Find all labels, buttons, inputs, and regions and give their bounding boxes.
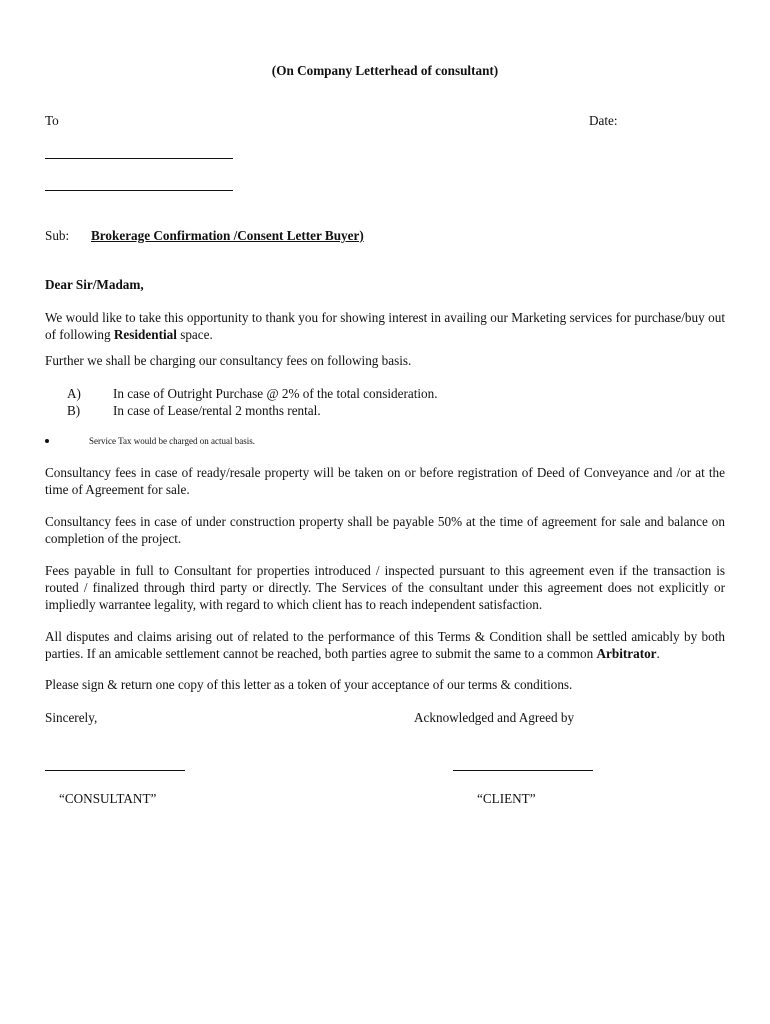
intro-paragraph — [45, 309, 725, 343]
fee-item-marker-a: A) — [67, 386, 81, 401]
fee-item-text-b: In case of Lease/rental 2 months rental. — [113, 403, 321, 418]
sign-request: Please sign & return one copy of this letter as a token of your acceptance of our terms & conditions. — [45, 677, 573, 692]
address-line-1 — [45, 158, 233, 159]
para-payable-full: Fees payable in full to Consultant for properties introduced / inspected pursuant to this agreement even if the transaction is routed / finalized through third party or directly. The Services of the consultant under this agreement does not explicitly or impliedly warrantee legality, with regard to which client has to reach independent satisfaction. — [45, 563, 725, 612]
disputes-paragraph — [45, 628, 725, 662]
signature-line-client — [453, 770, 593, 771]
fee-item-marker-b: B) — [67, 403, 81, 418]
bullet-icon — [45, 439, 49, 443]
para-ready-resale: Consultancy fees in case of ready/resale property will be taken on or before registration of Deed of Conveyance and /or at the time of Agreement for sale. — [45, 465, 725, 497]
date-label: Date: — [589, 113, 618, 128]
closing-right: Acknowledged and Agreed by — [414, 710, 575, 725]
closing-left: Sincerely, — [45, 710, 98, 725]
service-tax-note: Service Tax would be charged on actual basis. — [89, 436, 255, 446]
subject-text: Brokerage Confirmation /Consent Letter Buyer) — [91, 228, 364, 243]
fees-intro: Further we shall be charging our consultancy fees on following basis. — [45, 353, 412, 368]
signature-label-client: “CLIENT” — [477, 791, 536, 806]
intro-text-end: space. — [176, 327, 213, 342]
signature-line-consultant — [45, 770, 185, 771]
para-under-construction: Consultancy fees in case of under construction property shall be payable 50% at the time of agreement for sale and balance on completion of the project. — [45, 514, 725, 546]
disputes-text: All disputes and claims arising out of related to the performance of this Terms & Condition shall be settled amicably by both parties. If an amicable settlement cannot be reached, both parties agree to submit the same to a common — [45, 629, 725, 661]
salutation: Dear Sir/Madam, — [45, 277, 144, 292]
letterhead-note: (On Company Letterhead of consultant) — [271, 63, 499, 78]
disputes-arbitrator: Arbitrator — [596, 646, 657, 661]
subject-label: Sub: — [45, 228, 70, 243]
fee-item-text-a: In case of Outright Purchase @ 2% of the total consideration. — [113, 386, 438, 401]
intro-property-type: Residential — [113, 327, 177, 342]
address-line-2 — [45, 190, 233, 191]
signature-label-consultant: “CONSULTANT” — [59, 791, 157, 806]
intro-text: We would like to take this opportunity to thank you for showing interest in availing our Marketing services for purchase/buy out of following — [45, 310, 725, 342]
disputes-text-end: . — [656, 646, 660, 661]
to-label: To — [45, 113, 59, 128]
